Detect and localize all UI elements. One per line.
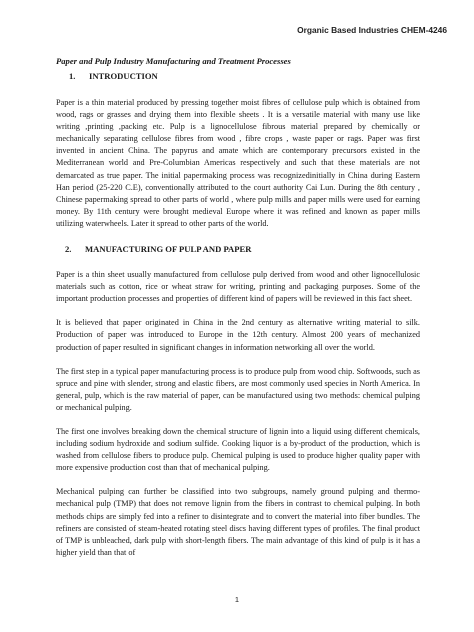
section-heading-manufacturing [64, 244, 420, 255]
section-heading-introduction [68, 71, 420, 82]
paragraph: It is believed that paper originated in China in the 2nd century as alternative writing material to silk. Production of paper was introduced to Europe in the 12th century. Almost 200 years of mechanized production of paper resulted in significant changes in information networking all over the world. [56, 318, 420, 352]
section-number: 1. [69, 71, 76, 81]
section-number: 2. [65, 244, 72, 255]
paragraph: The first step in a typical paper manufacturing process is to produce pulp from wood chip. Softwoods, such as spruce and pine with slender, strong and elastic fibers, are most commonly used species in North America. In general, pulp, which is the raw material of paper, can be manufactured using two methods: chemical pulping or mechanical pulping. [56, 366, 420, 412]
paragraph: Mechanical pulping can further be classified into two subgroups, namely ground pulping and thermo-mechanical pulp (TMP) that does not remove lignin from the fibers in contrast to chemical pulping. In both methods chips are simply fed into a refiner to disintegrate and to convert the material into fiber bundles. The refiners are consisted of steam-heated rotating steel discs having different types of profiles. The final product of TMP is unbleached, dark pulp with short-length fibers. The main advantage of this kind of pulp is it has a higher yield than that of [56, 487, 420, 557]
page-header: Organic Based Industries CHEM-4246 [297, 25, 447, 35]
paragraph: Paper is a thin material produced by pressing together moist fibres of cellulose pulp which is obtained from wood, rags or grasses and drying them into flexible sheets . It is a versatile material with many use like writing ,printing ,packing etc. Pulp is a lignocellulose fibrous material prepared by chemically or mechanically separating cellulose fibres from wood , fibre crops , waste paper or rags. Paper was first invented in ancient China. The papyrus and amate which are contemporary precursors existed in the Mediterranean world and Pre-Columbian Americas respectively and such that these materials are not demarcated as true paper. The initial papermaking process was recognizedinitially in China during Eastern Han period (25-220 C.E), conventionally attributed to the court authority Cai Lun. During the 8th century , Chinese papermaking spread to other parts of world , where pulp mills and paper mills were used for earning money. By 11th century were brought medieval Europe where it was refined and known as paper mills utilizing waterwheels. Later it spread to other parts of the world. [56, 98, 420, 228]
section-title: MANUFACTURING OF PULP AND PAPER [85, 244, 252, 255]
section-title: INTRODUCTION [89, 71, 158, 81]
page-content [56, 56, 420, 559]
document-title: Paper and Pulp Industry Manufacturing and Treatment Processes [56, 56, 291, 66]
paragraph: Paper is a thin sheet usually manufactured from cellulose pulp derived from wood and other lignocellulosic materials such as cotton, rice or wheat straw for writing, printing and packaging purposes. Some of the important production processes and properties of different kind of papers will be reviewed in this fact sheet. [56, 270, 420, 304]
paragraph: The first one involves breaking down the chemical structure of lignin into a liquid using different chemicals, including sodium hydroxide and sodium sulfide. Cooking liquor is a by-product of the production, which is washed from cellulose fibers to produce pulp. Chemical pulping is used to produce higher quality paper with more expensive production cost than that of mechanical pulping. [56, 426, 420, 473]
page-number: 1 [234, 595, 240, 604]
